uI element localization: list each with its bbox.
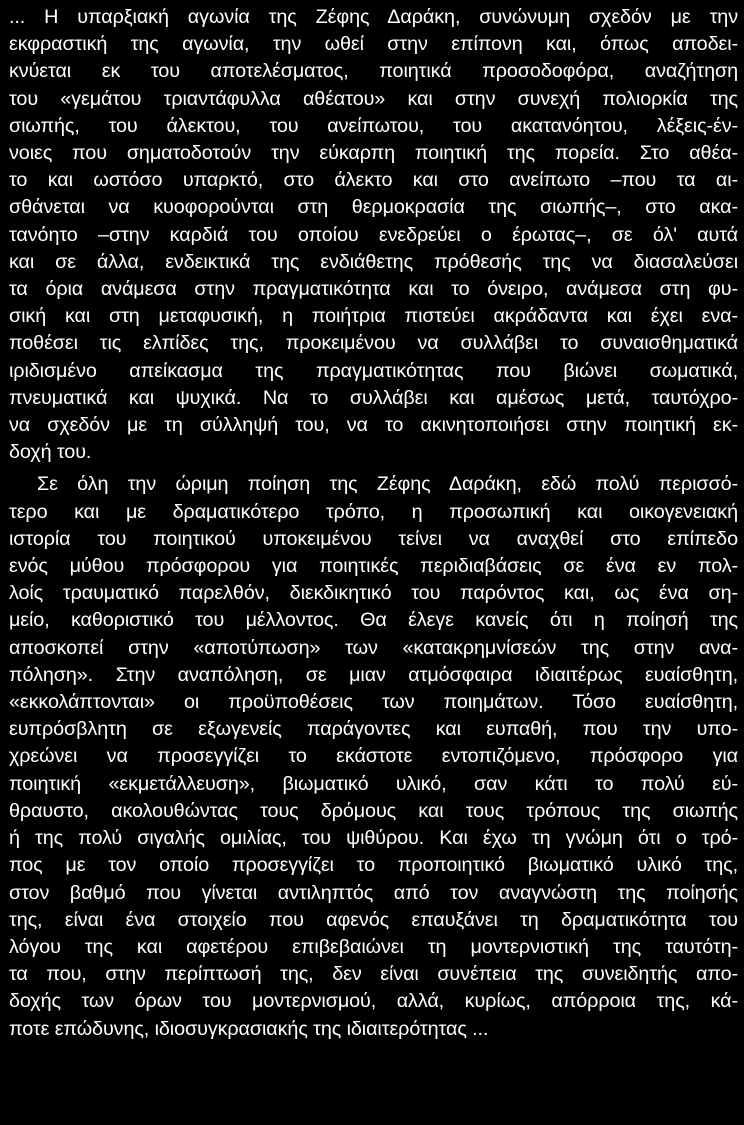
text-line: λοίς τραυματικό παρελθόν, διεκδικητικό του παρόντος και, ως ένα ση- [9, 582, 738, 605]
text-line: κνύεται εκ του αποτελέσματος, ποιητικά προσοδοφόρα, αναζήτηση [9, 60, 738, 83]
text-line: ποιητική «εκμετάλλευση», βιωματικό υλικό, σαν κάτι το πολύ εύ- [9, 772, 738, 795]
document-body [9, 4, 738, 1043]
text-line: θραυστο, ακολουθώντας τους δρόμους και τους τρόπους της σιωπής [9, 799, 738, 822]
text-line: δοχής των όρων του μοντερνισμού, αλλά, κυρίως, απόρροια της, κά- [9, 990, 738, 1013]
text-line: σική και στη μεταφυσική, η ποιήτρια πιστεύει ακράδαντα και έχει ενα- [9, 305, 738, 328]
text-line: Σε όλη την ώριμη ποίηση της Ζέφης Δαράκη, εδώ πολύ περισσό- [37, 473, 738, 496]
text-line: ... Η υπαρξιακή αγωνία της Ζέφης Δαράκη, συνώνυμη σχεδόν με την [9, 6, 738, 28]
text-line: λόγου της και αφετέρου επιβεβαιώνει τη μοντερνιστική της ταυτότη- [9, 935, 738, 958]
paragraph [9, 471, 738, 1042]
text-line: ποτε επώδυνης, ιδιοσυγκρασιακής της ιδιαιτερότητας ... [9, 1017, 489, 1040]
text-line: στον βαθμό που γίνεται αντιληπτός από τον αναγνώστη της ποίησής [9, 881, 738, 904]
text-line: σιωπής, του άλεκτου, του ανείπωτου, του ακατανόητου, λέξεις-έν- [9, 114, 738, 137]
text-line: του «γεμάτου τριαντάφυλλα αθέατου» και στην συνεχή πολιορκία της [9, 87, 738, 110]
text-line: «εκκολάπτονται» οι προϋποθέσεις των ποιημάτων. Τόσο ευαίσθητη, [9, 691, 738, 714]
text-line: ευπρόσβλητη σε εξωγενείς παράγοντες και ευπαθή, που την υπο- [9, 718, 738, 741]
text-line: δοχή του. [9, 441, 92, 464]
text-line: χρεώνει να προσεγγίζει το εκάστοτε εντοπιζόμενο, πρόσφορο για [9, 745, 738, 768]
text-line: μείο, καθοριστικό του μέλλοντος. Θα έλεγε κανείς ότι η ποίησή της [9, 609, 738, 632]
text-line: πνευματικά και ψυχικά. Να το συλλάβει και αμέσως μετά, ταυτόχρο- [9, 386, 738, 409]
text-line: ή της πολύ σιγαλής ομιλίας, του ψιθύρου. Και έχω τη γνώμη ότι ο τρό- [9, 827, 738, 850]
text-line: το και ωστόσο υπαρκτό, στο άλεκτο και στο ανείπωτο –που τα αι- [9, 169, 738, 192]
text-line: ενός μύθου πρόσφορου για ποιητικές περιδιαβάσεις σε ένα εν πολ- [9, 555, 738, 578]
text-line: τανόητο –στην καρδιά του οποίου ενεδρεύει ο έρωτας–, σε όλ' αυτά [9, 223, 738, 246]
text-line: πόληση». Στην αναπόληση, σε μιαν ατμόσφαιρα ιδιαιτέρως ευαίσθητη, [9, 663, 738, 686]
text-line: τα που, στην περίπτωσή της, δεν είναι συνέπεια της συνειδητής απο- [9, 963, 738, 986]
text-line: ιριδισμένο απείκασμα της πραγματικότητας που βιώνει σωματικά, [9, 359, 738, 382]
text-line: τα όρια ανάμεσα στην πραγματικότητα και το όνειρο, ανάμεσα στη φυ- [9, 278, 738, 301]
text-line: πος με τον οποίο προσεγγίζει το προποιητικό βιωματικό υλικό της, [9, 854, 738, 877]
text-line: ιστορία του ποιητικού υποκειμένου τείνει να αναχθεί στο επίπεδο [9, 527, 738, 550]
text-line: εκφραστική της αγωνία, την ωθεί στην επίπονη και, όπως αποδει- [9, 33, 738, 56]
text-line: και σε άλλα, ενδεικτικά της ενδιάθετης πρόθεσής της να διασαλεύσει [9, 250, 738, 273]
paragraph [9, 4, 738, 466]
text-line: ποθέσει τις ελπίδες της, προκειμένου να συλλάβει το συναισθηματικά [9, 332, 738, 355]
text-line: σθάνεται να κυοφορούνται στη θερμοκρασία της σιωπής–, στο ακα- [9, 196, 738, 219]
text-line: νοιες που σηματοδοτούν την εύκαρπη ποιητική της πορεία. Στο αθέα- [9, 142, 738, 165]
text-line: αποσκοπεί στην «αποτύπωση» των «κατακρημνίσεών της στην ανα- [9, 636, 738, 659]
text-line: της, είναι ένα στοιχείο που αφενός επαυξάνει τη δραματικότητα του [9, 908, 738, 931]
text-line: να σχεδόν με τη σύλληψή του, να το ακινητοποιήσει στην ποιητική εκ- [9, 414, 738, 437]
text-line: τερο και με δραματικότερο τρόπο, η προσωπική και οικογενειακή [9, 500, 738, 523]
